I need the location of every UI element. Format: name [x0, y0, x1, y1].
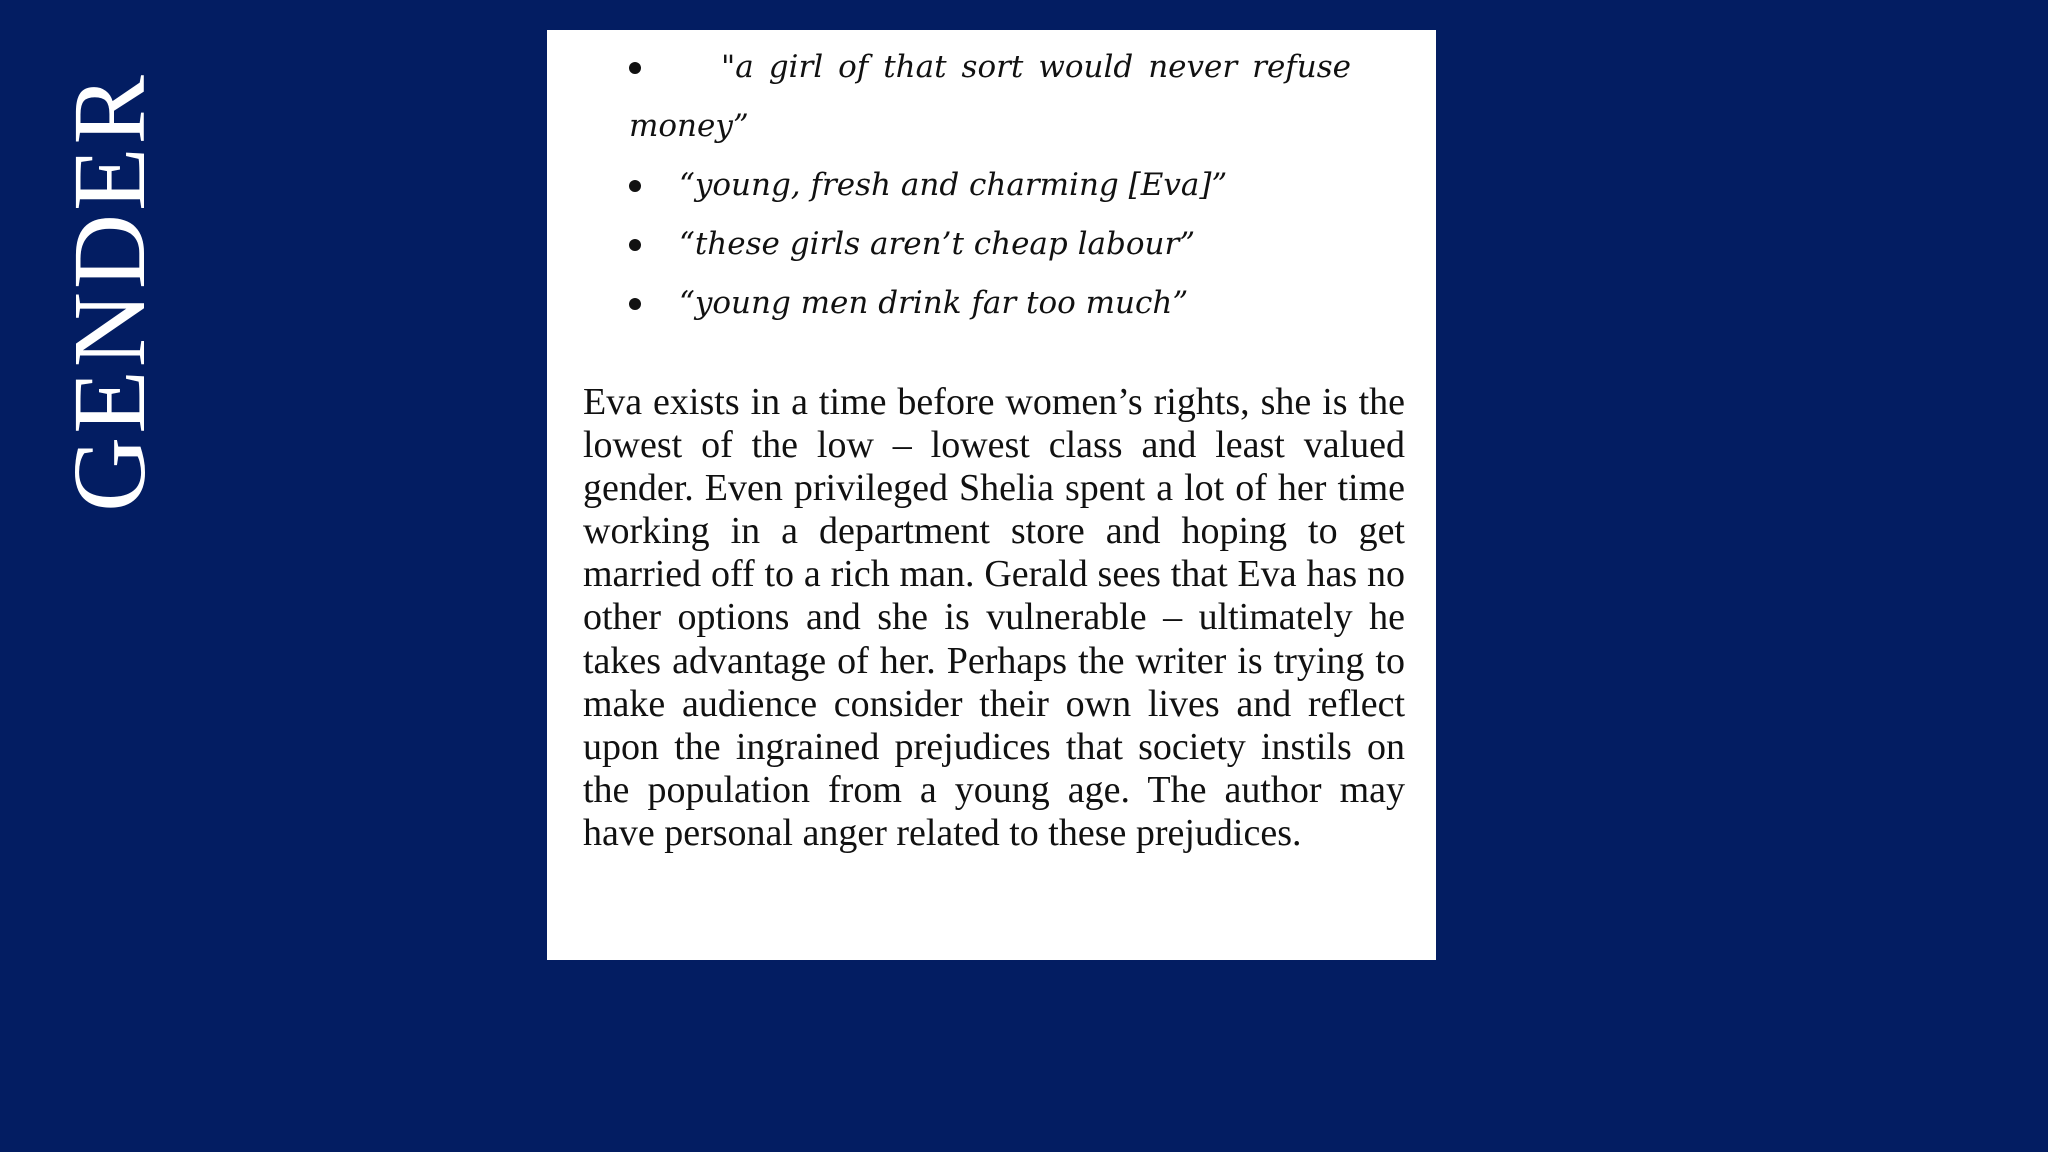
quote-item: [629, 274, 1351, 333]
quote-text: “young men drink far too much”: [679, 285, 1189, 321]
slide-title: GENDER: [52, 72, 167, 512]
quote-text: “young, fresh and charming [Eva]”: [679, 167, 1228, 203]
quote-list: [629, 38, 1351, 333]
bullet-icon: [629, 156, 643, 215]
quote-text: “these girls aren’t cheap labour”: [679, 226, 1196, 262]
content-card: [547, 30, 1436, 960]
analysis-paragraph: Eva exists in a time before women’s rights, she is the lowest of the low – lowest class and least valued gender. Even privileged Shelia spent a lot of her time working in a department store and hoping to get married off to a rich man. Gerald sees that Eva has no other options and she is vulnerable – ultimately he takes advantage of her. Perhaps the writer is trying to make audience consider their own lives and reflect upon the ingrained prejudices that society instils on the population from a young age. The author may have personal anger related to these prejudices.: [583, 381, 1405, 854]
quote-item: [629, 156, 1351, 215]
quote-text: "a girl of that sort would never refuse money”: [629, 49, 1351, 144]
bullet-icon: [629, 274, 643, 333]
bullet-icon: [629, 215, 643, 274]
quote-item: [629, 38, 1351, 156]
quote-item: [629, 215, 1351, 274]
bullet-icon: [629, 38, 643, 97]
